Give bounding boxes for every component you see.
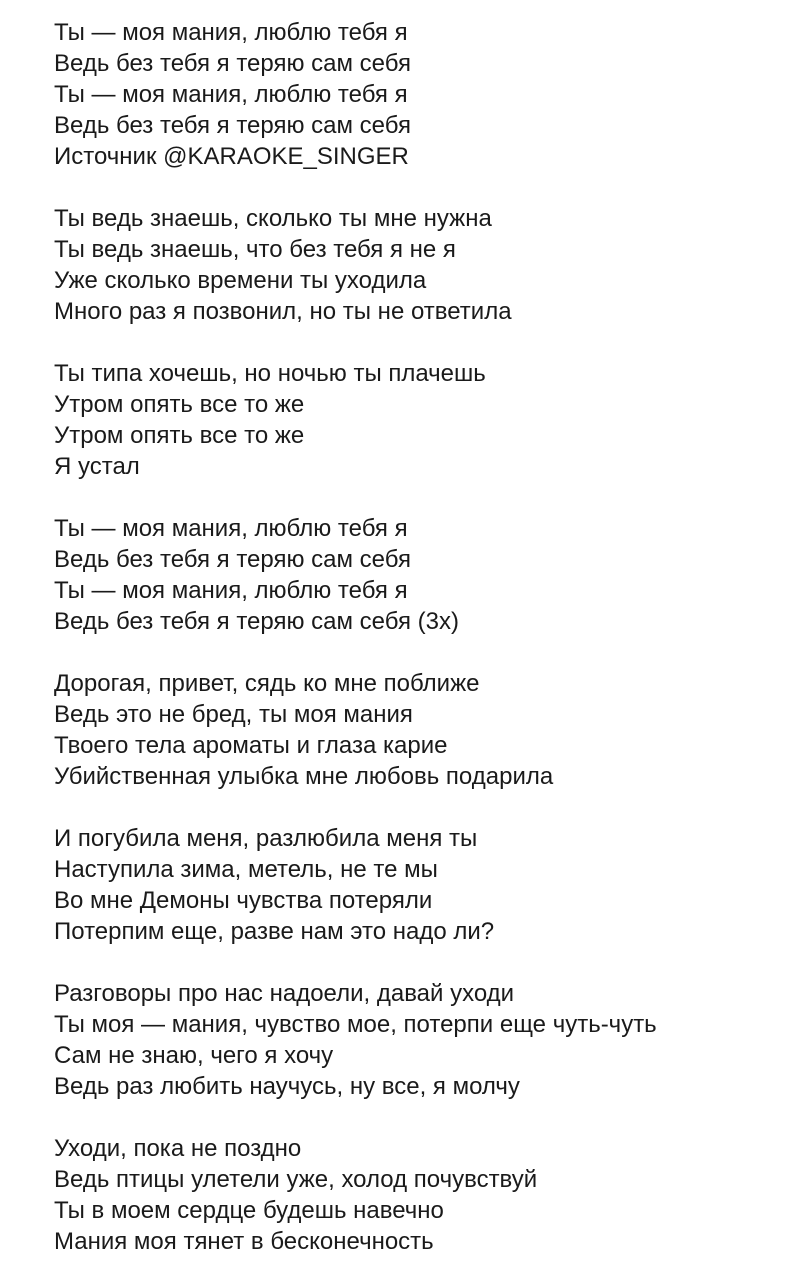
- stanza-6: [54, 823, 784, 947]
- stanza-2: [54, 203, 784, 327]
- lyric-line: Ведь без тебя я теряю сам себя: [54, 112, 411, 139]
- lyric-line: Мания моя тянет в бесконечность: [54, 1228, 434, 1255]
- stanza-1: [54, 17, 784, 172]
- lyric-line: Сам не знаю, чего я хочу: [54, 1042, 334, 1069]
- lyric-line: Ведь птицы улетели уже, холод почувствуй: [54, 1166, 538, 1193]
- lyric-line: Утром опять все то же: [54, 422, 305, 449]
- lyric-line: Твоего тела ароматы и глаза карие: [54, 732, 448, 759]
- lyric-line: Ты — моя мания, люблю тебя я: [54, 515, 408, 542]
- lyric-line: Ты — моя мания, люблю тебя я: [54, 577, 408, 604]
- lyric-line: Дорогая, привет, сядь ко мне поближе: [54, 670, 480, 697]
- source-credit: Источник @KARAOKE_SINGER: [54, 143, 409, 170]
- lyric-line: Ты — моя мания, люблю тебя я: [54, 81, 408, 108]
- lyric-line: И погубила меня, разлюбила меня ты: [54, 825, 478, 852]
- lyric-line: Ведь без тебя я теряю сам себя: [54, 50, 411, 77]
- lyric-line: Ты ведь знаешь, сколько ты мне нужна: [54, 205, 492, 232]
- stanza-8: [54, 1133, 784, 1257]
- lyric-line: Ты ведь знаешь, что без тебя я не я: [54, 236, 456, 263]
- stanza-4: [54, 513, 784, 637]
- lyric-line: Уже сколько времени ты уходила: [54, 267, 427, 294]
- lyric-line: Ты — моя мания, люблю тебя я: [54, 19, 408, 46]
- lyric-line: Ты в моем сердце будешь навечно: [54, 1197, 444, 1224]
- stanza-7: [54, 978, 784, 1102]
- lyric-line: Много раз я позвонил, но ты не ответила: [54, 298, 512, 325]
- lyric-line: Ведь раз любить научусь, ну все, я молчу: [54, 1073, 520, 1100]
- lyric-line: Ведь без тебя я теряю сам себя (3х): [54, 608, 459, 635]
- lyric-line: Убийственная улыбка мне любовь подарила: [54, 763, 554, 790]
- stanza-3: [54, 358, 784, 482]
- lyrics-text: [54, 17, 784, 1288]
- lyric-line: Потерпим еще, разве нам это надо ли?: [54, 918, 495, 945]
- lyric-line: Я устал: [54, 453, 140, 480]
- stanza-5: [54, 668, 784, 792]
- lyric-line: Уходи, пока не поздно: [54, 1135, 302, 1162]
- lyric-line: Ты типа хочешь, но ночью ты плачешь: [54, 360, 486, 387]
- lyric-line: Ведь без тебя я теряю сам себя: [54, 546, 411, 573]
- lyric-line: Наступила зима, метель, не те мы: [54, 856, 438, 883]
- lyric-line: Утром опять все то же: [54, 391, 305, 418]
- lyric-line: Ты моя — мания, чувство мое, потерпи еще чуть-чуть: [54, 1011, 657, 1038]
- lyric-line: Во мне Демоны чувства потеряли: [54, 887, 433, 914]
- lyric-line: Разговоры про нас надоели, давай уходи: [54, 980, 515, 1007]
- lyric-line: Ведь это не бред, ты моя мания: [54, 701, 413, 728]
